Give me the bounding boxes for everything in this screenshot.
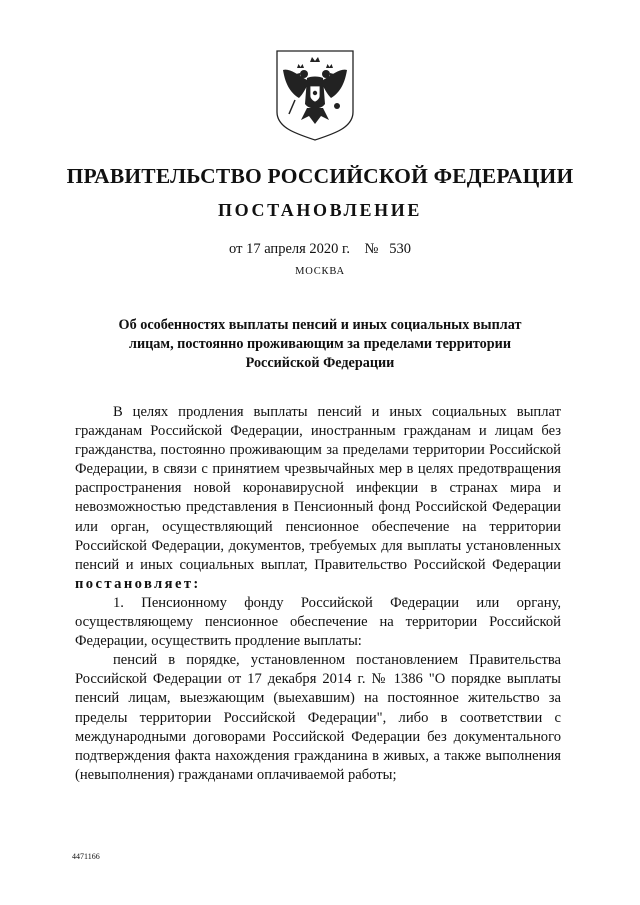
title-line: лицам, постоянно проживающим за пределами территории xyxy=(129,336,511,352)
resolves-word: постановляет xyxy=(75,575,194,592)
title-line: Российской Федерации xyxy=(245,355,395,371)
decree-number: 530 xyxy=(389,241,411,257)
decree-date: от 17 апреля 2020 г. xyxy=(229,241,350,257)
intro-paragraph xyxy=(75,403,561,594)
decree-body xyxy=(75,403,561,785)
document-type: ПОСТАНОВЛЕНИЕ xyxy=(218,200,422,220)
number-sign: № xyxy=(364,241,379,257)
city: МОСКВА xyxy=(295,266,345,277)
title-line: Об особенностях выплаты пенсий и иных социальных выплат xyxy=(118,317,522,333)
document-code: 4471166 xyxy=(72,852,100,861)
decree-date-number xyxy=(0,241,640,258)
resolves-colon: : xyxy=(193,575,201,592)
decree-title xyxy=(96,316,544,373)
intro-text: В целях продления выплаты пенсий и иных социальных выплат гражданам Российской Федерации, иностранным гражданам и лицам без гражданства, постоянно проживающим за пределами территории Российской Федерации, в связи с принятием чрезвычайных мер в целях предотвращения распространения новой коронавирусной инфекции в странах мира и невозможностью представления в Пенсионный фонд Российской Федерации или орган, осуществляющий пенсионное обеспечение на территории Российской Федерации, документов, требуемых для выплаты установленных пенсий и иных социальных выплат, Правительство Российской Федерации xyxy=(75,404,561,573)
item-1-paragraph: 1. Пенсионному фонду Российской Федерации или органу, осуществляющему пенсионное обеспечение на территории Российской Федерации, осуществить продление выплаты: xyxy=(75,594,561,650)
government-name: ПРАВИТЕЛЬСТВО РОССИЙСКОЙ ФЕДЕРАЦИИ xyxy=(66,164,574,188)
coat-of-arms-emblem xyxy=(273,48,357,142)
item-1-subparagraph: пенсий в порядке, установленном постановлением Правительства Российской Федерации от 17 декабря 2014 г. № 1386 "О порядке выплаты пенсий лицам, выезжающим (выехавшим) на постоянное жительство за пределы территории Российской Федерации", либо в соответствии с международными договорами Российской Федерации без документального подтверждения факта нахождения гражданина в живых, а также выполнения (невыполнения) гражданами оплачиваемой работы; xyxy=(75,652,561,783)
